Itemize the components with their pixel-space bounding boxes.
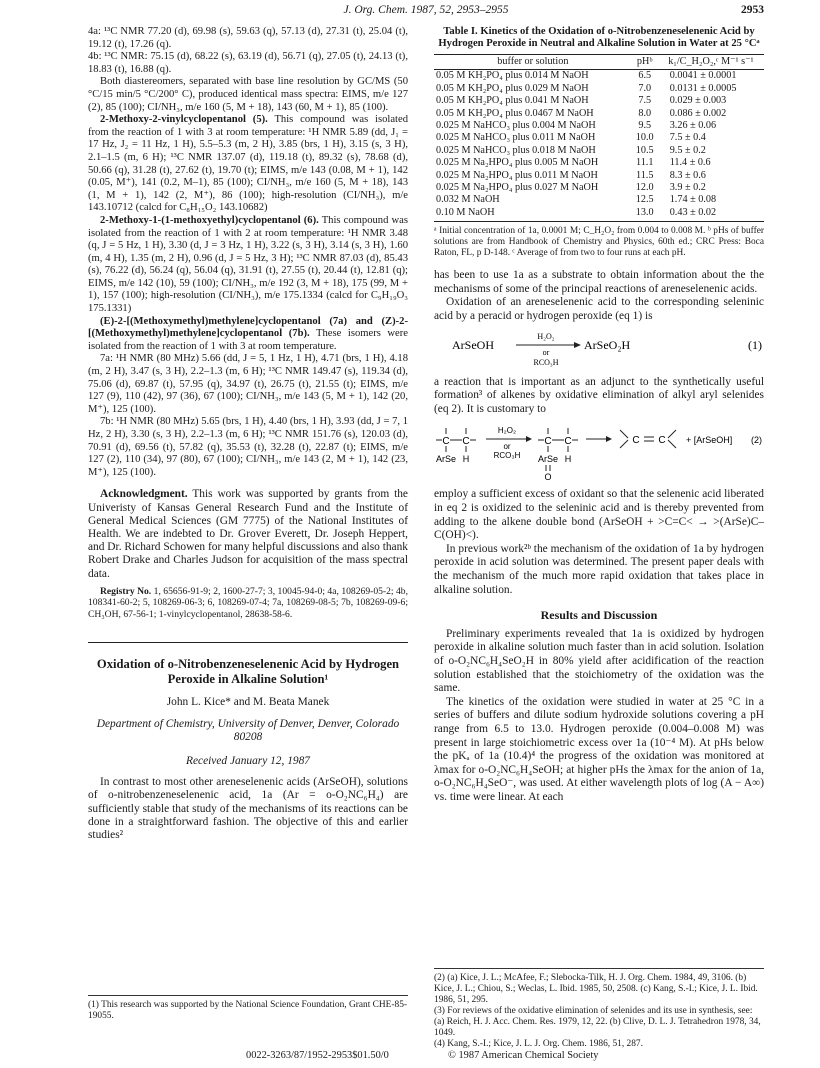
eq2-arrow-1-head — [526, 436, 532, 442]
compound-5-text: This compound was isolated from the reaction of 1 with 3 at room temperature: ¹H NMR 5.89 (dd, J₁ = 17 Hz, J₂ = 11 Hz, 1 H), 5.5–5.3 (m, 2 H), 3.85 (brs, 1 H), 3.15 (s, 3 H), 2.1–1.5 (m, 6 H); ¹³C NMR 137.07 (d), 119.18 (t), 89.32 (s), 78.68 (d), 50.66 (q), 31.28 (t), 27.62 (t), 19.70 (t); EIMS, m/e 143 (0.08, M + 1), 142 (0.05, M⁺), 141 (0.2, M–1), 85 (100); CI/NH₃, m/e 160 (5, M + 18), 143 (1, M + 1), 142 (2, M⁺), 86 (100); high-resolution (CI/NH₃), m/e 143.10712 (calcd for C₈H₁₅O₂ 143.10682) — [88, 114, 408, 214]
compound-4b-data: 4b: ¹³C NMR: 75.15 (d), 68.22 (s), 63.19 (d), 56.71 (q), 27.05 (t), 24.13 (t), 18.83 (t), 16.88 (q). — [88, 51, 408, 75]
article-title: Oxidation of o-Nitrobenzeneselenenic Acid by Hydrogen Peroxide in Alkaline Solution¹ — [96, 657, 400, 687]
table-row — [434, 70, 764, 83]
eq2-reagent-top: H₂O₂ — [497, 426, 517, 436]
table-cell: 0.025 M Na₂HPO₄ plus 0.005 M NaOH — [436, 157, 599, 169]
compound-6-paragraph — [88, 215, 408, 316]
received-date: Received January 12, 1987 — [186, 754, 310, 767]
equation-2-graphic — [434, 420, 764, 482]
page-number: 2953 — [741, 4, 764, 16]
eq2-oxygen: O — [544, 472, 552, 483]
table-cell: 0.025 M NaHCO₃ plus 0.004 M NaOH — [436, 120, 596, 132]
table-cell: 10.0 — [635, 132, 654, 144]
diastereomer-paragraph: Both diastereomers, separated with base line resolution by GC/MS (50 °C/15 min/5 °C/200° C), produced identical mass spectra: EIMS, m/e 127 (2), 85 (100); CI/NH₃, m/e 160 (5, M + 18), 143 (60, M + 1), 85 (100). — [88, 76, 408, 113]
footnote-4: (4) Kang, S.-I.; Kice, J. L. J. Org. Chem. 1986, 51, 287. — [434, 1039, 643, 1049]
table-cell: 11.1 — [635, 157, 654, 169]
copyright: © 1987 American Chemical Society — [448, 1050, 599, 1061]
footnote-1: (1) This research was supported by the National Science Foundation, Grant CHE-85-19055. — [88, 995, 408, 1022]
eq2-by-product: + [ArSeOH] — [686, 435, 733, 446]
table-row — [434, 170, 764, 182]
acknowledgment-text: This work was supported by grants from the Univeristy of Kansas General Research Fund and the Institute of General Medical Sciences (GM 7775) of the National Institutes of Health. We are indebted to Dr. Grover Everett, Dr. Joseph Heppert, and Dr. Richard Schowen for many helpful discussions and also thank Robert Drake and Charles Judson for acquisition of the mass spectral data. — [88, 488, 408, 580]
eq1-number: (1) — [748, 337, 762, 352]
table-notes: ᵃ Initial concentration of 1a, 0.0001 M; C_H₂O₂ from 0.004 to 0.008 M. ᵇ pHs of buffer solutions are from Handbook of Chemistry and Physics, 60th ed.; CRC Press: Boca Raton, FL, p D-148. ᶜ Average of from two to four runs at each pH. — [434, 226, 764, 259]
table-cell: 0.10 M NaOH — [434, 207, 632, 222]
eq2-reagent-bottom: RCO₃H — [493, 451, 521, 461]
article-authors: John L. Kice* and M. Beata Manek — [166, 696, 330, 709]
journal-citation: J. Org. Chem. 1987, 52, 2953–2955 — [343, 4, 509, 16]
eq2-intermediate-bonds — [538, 428, 578, 471]
eq1-reagent-bottom: RCO₃H — [533, 357, 559, 367]
right-footnotes — [434, 968, 764, 1050]
table-cell: 9.5 ± 0.2 — [669, 144, 706, 156]
eq2-reagent-or: or — [503, 442, 511, 452]
table-header-ph: pHᵇ — [632, 54, 658, 70]
table-title: Table I. Kinetics of the Oxidation of o-Nitrobenzeneselenenic Acid by Hydrogen Peroxide in Neutral and Alkaline Solution in Water at 25 °Cᵃ — [438, 26, 760, 50]
table-row — [434, 83, 764, 95]
body-paragraph-3: a reaction that is important as an adjunct to the synthetically useful formation³ of alkenes by oxidative elimination of alkyl aryl selenides (eq 2). It is customary to — [434, 375, 764, 415]
body-paragraph-7: The kinetics of the oxidation were studied in water at 25 °C in a series of buffers and dilute sodium hydroxide solutions covering a pH range from 6.5 to 13.0. Hydrogen peroxide (0.004–0.008 M) was present in large stoichiometric excess over 1a (10⁻⁴ M). At pHs below the pKₐ of 1a (10.4)⁴ the progress of the oxidation was monitored at λmax for o-O₂NC₆H₄SeOH; at higher pHs the λmax for the anion of 1a, o-O₂NC₆H₄SeO⁻, was used. At either wavelength plots of log (A − A∞) vs. time were linear. At each — [434, 695, 764, 803]
eq2-alkene — [620, 430, 676, 448]
eq2-number: (2) — [751, 435, 762, 446]
table-cell: 8.0 — [638, 107, 652, 119]
compound-7-text: These isomers were isolated from the reaction of 1 with 3 at room temperature. — [88, 328, 408, 352]
eq2-arse-2: ArSe — [537, 454, 559, 465]
compound-6-text: This compound was isolated from the reaction of 1 with 2 at room temperature: ¹H NMR 3.48 (q, J = 5 Hz, 1 H), 3.30 (d, J = 3 Hz, 1 H), 3.22 (s, 3 H), 3.14 (s, 3 H), 1.60 (m, 4 H), 1.35 (m, 2 H), 0.96 (d, J = 5 Hz, 3 H); ¹³C NMR 87.03 (d), 85.43 (s), 76.22 (d), 56.24 (q), 56.04 (q), 31.91 (t), 27.55 (t), 20.44 (t), 12.81 (q); EIMS, m/e 142 (10), 59 (100); CI/NH₃, m/e 192 (3, M + 18), 175 (99, M + 1), 157 (100); high-resolution (CI/NH₃), m/e 175.1334 (calcd for C₉H₁₉O₃ 175.1331) — [88, 214, 408, 315]
compound-5-paragraph — [88, 114, 408, 215]
table-row — [434, 108, 764, 120]
compound-7-paragraph — [88, 316, 408, 354]
article-divider — [88, 642, 408, 643]
table-cell: 13.0 — [632, 207, 658, 222]
body-paragraph-1: has been to use 1a as a substrate to obtain information about the the mechanisms of some of the principal reactions of areneselenenic acids. — [434, 269, 764, 295]
table-header-row — [434, 54, 764, 70]
table-cell: 9.5 — [638, 120, 652, 132]
compound-5-title: 2-Methoxy-2-vinylcyclopentanol (5). — [100, 114, 268, 126]
table-cell: 1.74 ± 0.08 — [669, 194, 717, 206]
table-row — [434, 157, 764, 169]
eq1-arrow-head — [574, 342, 581, 348]
eq2-arrow-2-head — [606, 436, 612, 442]
table-cell: 7.0 — [638, 82, 652, 94]
eq2-carbon: C — [462, 436, 470, 448]
table-cell: 0.05 M KH₂PO₄ plus 0.041 M NaOH — [436, 95, 589, 107]
table-row — [434, 145, 764, 157]
left-column — [88, 26, 408, 842]
table-cell: 0.086 ± 0.002 — [669, 107, 727, 119]
table-row — [434, 182, 764, 194]
table-row — [434, 207, 764, 222]
table-cell: 0.025 M Na₂HPO₄ plus 0.011 M NaOH — [436, 169, 598, 181]
eq2-carbon: C — [658, 435, 666, 447]
table-cell: 3.26 ± 0.06 — [669, 120, 717, 132]
body-paragraph-4: employ a sufficient excess of oxidant so that the selenenic acid liberated in eq 2 is oxidized to the seleninic acid and is thereby prevented from adding to the alkene double bond (ArSeOH + >C=C< → >(ArSe)C–C(OH)<). — [434, 488, 764, 542]
article-affiliation: Department of Chemistry, University of Denver, Denver, Colorado 80208 — [96, 717, 400, 743]
equation-1 — [434, 328, 764, 368]
table-cell: 0.029 ± 0.003 — [669, 95, 727, 107]
running-header — [88, 4, 764, 20]
table-row — [434, 95, 764, 107]
eq2-arse: ArSe — [435, 454, 457, 465]
table-cell: 0.05 M KH₂PO₄ plus 0.014 M NaOH — [436, 70, 589, 82]
eq1-product: ArSeO₂H — [584, 337, 631, 352]
eq2-carbon: C — [544, 436, 552, 448]
footnote-2: (2) (a) Kice, J. L.; McAfee, F.; Slebocka-Tilk, H. J. Org. Chem. 1984, 49, 3106. (b) Kice, J. L.; Chiou, S.; Weclas, L. Ibid. 1985, 50, 2508. (c) Kang, S.-I.; Kice, J. L. Ibid. 1986, 51, 295. — [434, 973, 758, 1005]
body-paragraph-5: In previous work²ᵇ the mechanism of the oxidation of 1a by hydrogen peroxide in acid solution was determined. The present paper deals with the mechanism of the much more rapid oxidation that takes place in alkaline solution. — [434, 542, 764, 596]
table-cell: 0.025 M NaHCO₃ plus 0.018 M NaOH — [436, 144, 596, 156]
body-paragraph-6: Preliminary experiments revealed that 1a is oxidized by hydrogen peroxide in alkaline solution much faster than in acid solution. Isolation of o-O₂NC₆H₄SeO₂H in 80% yield after acidification of the reaction solution established that the stoichiometry of the oxidation was the same. — [434, 627, 764, 695]
compound-7b-data: 7b: ¹H NMR (80 MHz) 5.65 (brs, 1 H), 4.40 (brs, 1 H), 3.93 (dd, J = 7, 1 Hz, 2 H), 3.30 (s, 3 H), 2.2–1.3 (m, 6 H); ¹³C NMR 151.76 (s), 120.03 (d), 70.91 (d), 69.56 (t), 57.82 (q), 35.53 (t), 32.28 (t), 22.87 (t); EIMS, m/e 127 (2), 110 (34), 97 (80), 67 (100); CI/NH₃, m/e 143 (2, M + 1), 142 (23, M⁺), 125 (100). — [88, 416, 408, 478]
table-cell: 0.0131 ± 0.0005 — [669, 82, 737, 94]
eq1-reactant: ArSeOH — [452, 337, 494, 352]
eq2-carbon: C — [442, 436, 450, 448]
equation-2 — [434, 420, 764, 482]
table-cell: 10.5 — [635, 144, 654, 156]
compound-7a-data: 7a: ¹H NMR (80 MHz) 5.66 (dd, J = 5, 1 Hz, 1 H), 4.71 (brs, 1 H), 4.18 (m, 2 H), 3.47 (s, 3 H), 2.2–1.3 (m, 6 H); ¹³C NMR 149.47 (s), 119.34 (d), 75.06 (d), 69.87 (t), 57.95 (q), 34.97 (t), 26.75 (t), 21.55 (t); EIMS, m/e 127 (9), 110 (42), 97 (36), 67 (100); CI/NH₃, m/e 143 (5, M + 1), 142 (20, M⁺), 125 (100). — [88, 353, 408, 415]
equation-1-graphic — [434, 328, 764, 368]
body-paragraph-2: Oxidation of an areneselenenic acid to the corresponding seleninic acid by a peracid or hydrogen peroxide (eq 1) is — [434, 296, 764, 323]
registry-title: Registry No. — [100, 585, 152, 597]
table-cell: 7.5 ± 0.4 — [669, 132, 706, 144]
table-cell: 11.4 ± 0.6 — [669, 157, 711, 169]
right-column — [434, 26, 764, 805]
table-cell: 3.9 ± 0.2 — [669, 182, 706, 194]
table-cell: 0.05 M KH₂PO₄ plus 0.0467 M NaOH — [436, 107, 594, 119]
table-cell: 12.5 — [635, 194, 654, 206]
registry-text: 1, 65656-91-9; 2, 1600-27-7; 3, 10045-94-0; 4a, 108269-05-2; 4b, 108341-60-2; 5, 108269-06-3; 6, 108269-07-4; 7a, 108269-08-5; 7b, 108269-09-6; CH₃OH, 67-56-1; 1-vinylcyclopentanol, 28638-58-6. — [88, 585, 409, 620]
registry-numbers — [88, 586, 408, 620]
table-cell: 8.3 ± 0.6 — [669, 169, 706, 181]
compound-4a-data: 4a: ¹³C NMR 77.20 (d), 69.98 (s), 59.63 (q), 57.13 (d), 27.31 (t), 25.04 (t), 19.12 (t), 17.26 (q). — [88, 26, 408, 50]
intro-paragraph: In contrast to most other areneselenenic acids (ArSeOH), solutions of o-nitrobenzeneselenenic acid, 1a (Ar = o-O₂NC₆H₄) are sufficiently stable that study of the mechanisms of its reactions can be done in a straightforward fashion. The objective of this and earlier studies² — [88, 776, 408, 842]
section-heading: Results and Discussion — [540, 608, 658, 623]
table-cell: 0.025 M NaHCO₃ plus 0.011 M NaOH — [436, 132, 596, 144]
table-header-buffer: buffer or solution — [434, 54, 632, 70]
table-cell: 0.05 M KH₂PO₄ plus 0.029 M NaOH — [436, 82, 589, 94]
footnote-3: (3) For reviews of the oxidative elimination of selenides and its use in synthesis, see: (a) Reich, H. J. Acc. Chem. Res. 1979, 12, 22. (b) Clive, D. L. J. Tetrahedron 1978, 34, 1049. — [434, 1006, 761, 1038]
table-header-rate: k₁/C_H₂O₂,ᶜ M⁻¹ s⁻¹ — [658, 54, 764, 70]
eq2-carbon: C — [564, 436, 572, 448]
table-cell: 0.0041 ± 0.0001 — [669, 70, 737, 82]
table-cell: 0.43 ± 0.02 — [658, 207, 764, 222]
eq2-carbon: C — [632, 435, 640, 447]
table-row — [434, 132, 764, 144]
table-row — [434, 120, 764, 132]
table-cell: 0.025 M Na₂HPO₄ plus 0.027 M NaOH — [436, 182, 599, 194]
eq1-reagent-or: or — [542, 347, 550, 357]
table-cell: 7.5 — [638, 95, 652, 107]
acknowledgment — [88, 488, 408, 580]
compound-6-title: 2-Methoxy-1-(1-methoxyethyl)cyclopentanol (6). — [100, 214, 319, 226]
table-cell: 6.5 — [638, 70, 652, 82]
table-cell: 0.032 M NaOH — [436, 194, 500, 206]
table-cell: 12.0 — [635, 182, 654, 194]
eq2-h-2: H — [564, 454, 572, 465]
acknowledgment-title: Acknowledgment. — [100, 488, 188, 501]
article-code: 0022-3263/87/1952-2953$01.50/0 — [246, 1050, 389, 1061]
table-row — [434, 194, 764, 206]
compound-7-title: (E)-2-[(Methoxymethyl)methylene]cyclopentanol (7a) and (Z)-2-[(Methoxymethyl)methylene]cyclopentanol (7b). — [88, 315, 408, 340]
eq2-h: H — [462, 454, 470, 465]
kinetics-table — [434, 54, 764, 222]
table-cell: 11.5 — [635, 169, 654, 181]
eq1-reagent-top: H₂O₂ — [537, 331, 555, 341]
